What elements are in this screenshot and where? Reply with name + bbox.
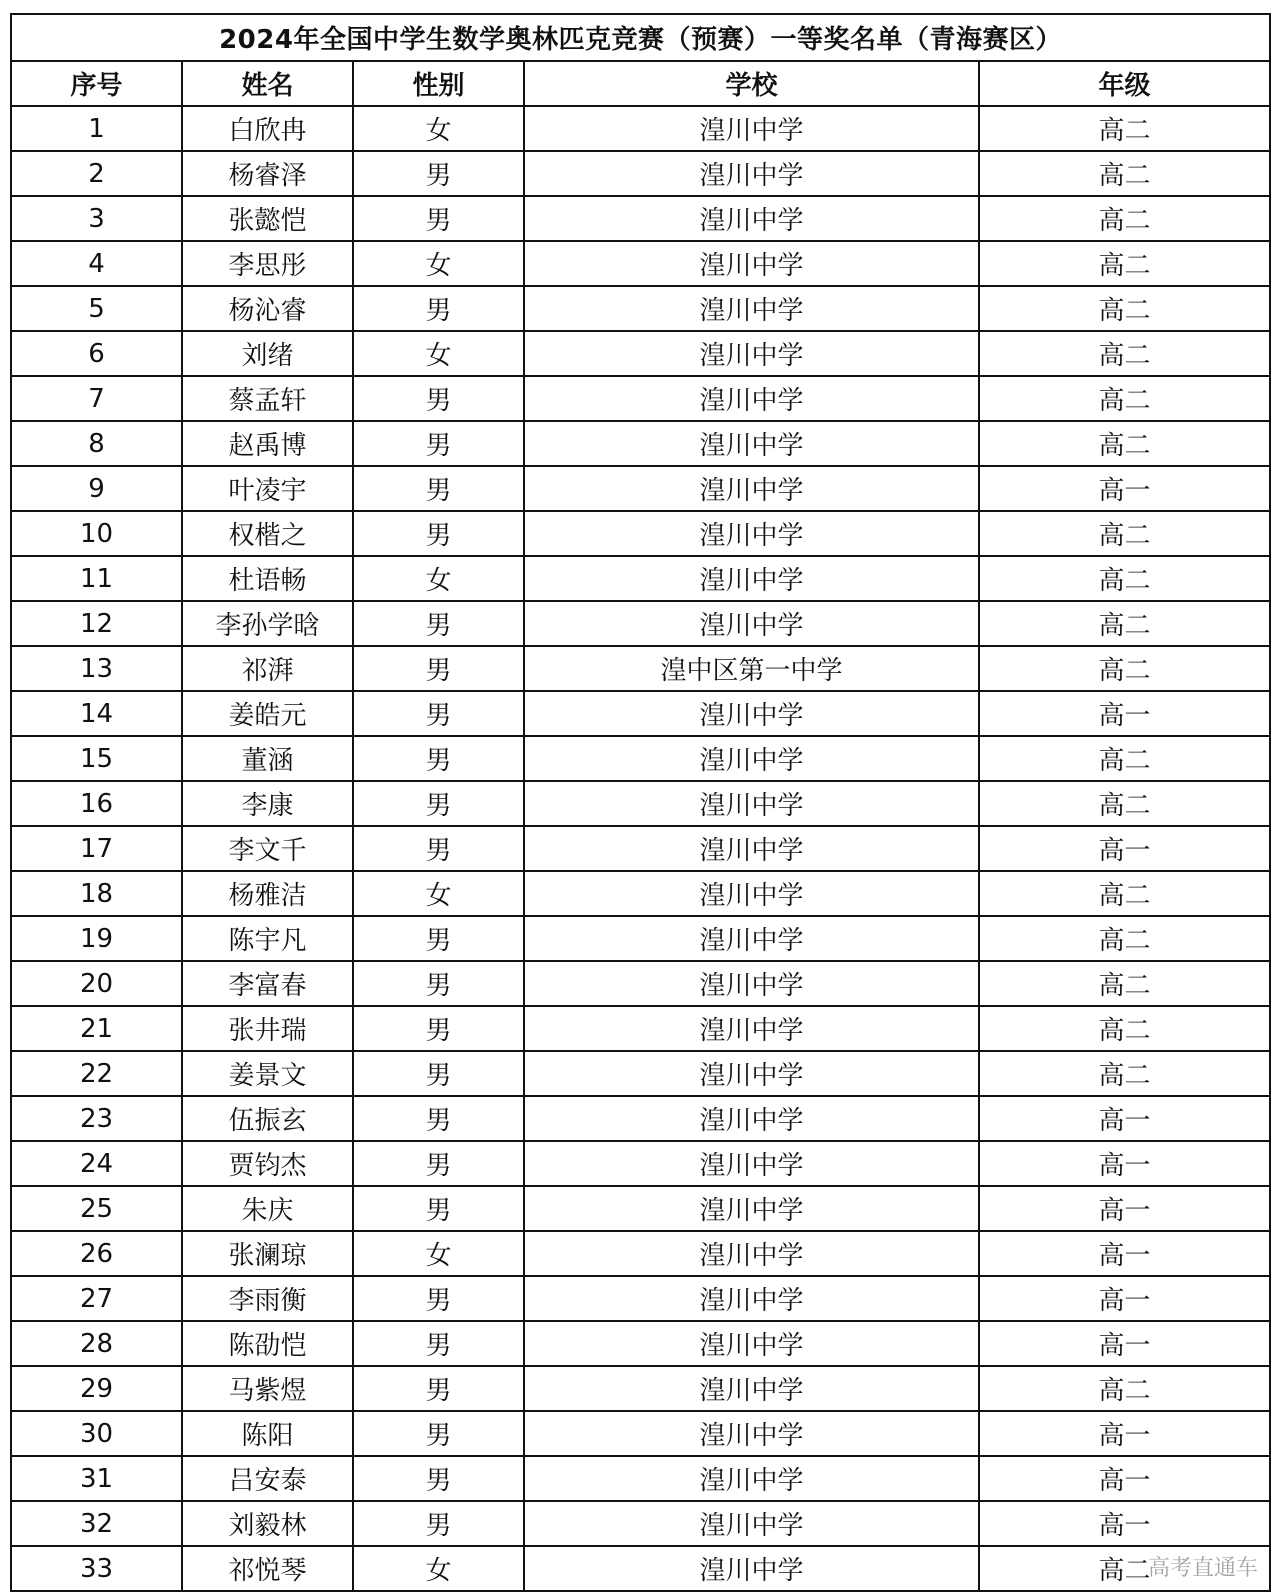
cell-school: 湟川中学 [524,1411,979,1456]
cell-name: 陈劭恺 [182,1321,353,1366]
cell-school: 湟川中学 [524,1501,979,1546]
table-row [11,1141,1270,1186]
cell-grade: 高二 [979,421,1270,466]
cell-gender: 女 [353,331,524,376]
table-row [11,1456,1270,1501]
cell-name: 马紫煜 [182,1366,353,1411]
cell-grade: 高一 [979,1141,1270,1186]
cell-school: 湟川中学 [524,1141,979,1186]
cell-gender: 男 [353,466,524,511]
cell-grade: 高二 [979,511,1270,556]
cell-grade: 高二 [979,646,1270,691]
cell-name: 李雨衡 [182,1276,353,1321]
cell-school: 湟川中学 [524,196,979,241]
table-row [11,196,1270,241]
cell-gender: 男 [353,286,524,331]
table-row [11,871,1270,916]
cell-no: 14 [11,691,182,736]
cell-gender: 男 [353,1411,524,1456]
cell-school: 湟川中学 [524,241,979,286]
cell-gender: 女 [353,241,524,286]
cell-gender: 男 [353,1366,524,1411]
cell-gender: 男 [353,1456,524,1501]
cell-no: 15 [11,736,182,781]
cell-gender: 男 [353,736,524,781]
cell-name: 朱庆 [182,1186,353,1231]
cell-name: 蔡孟轩 [182,376,353,421]
table-row [11,1231,1270,1276]
cell-no: 4 [11,241,182,286]
cell-grade: 高二 [979,781,1270,826]
cell-gender: 男 [353,421,524,466]
cell-name: 李康 [182,781,353,826]
table-row [11,106,1270,151]
cell-grade: 高一 [979,1186,1270,1231]
cell-gender: 男 [353,1501,524,1546]
cell-no: 27 [11,1276,182,1321]
cell-gender: 男 [353,1321,524,1366]
cell-no: 23 [11,1096,182,1141]
table-row [11,601,1270,646]
cell-school: 湟川中学 [524,916,979,961]
cell-grade: 高一 [979,1231,1270,1276]
cell-name: 姜皓元 [182,691,353,736]
cell-school: 湟川中学 [524,556,979,601]
table-row [11,916,1270,961]
cell-school: 湟川中学 [524,961,979,1006]
table-row [11,1546,1270,1591]
cell-name: 赵禹博 [182,421,353,466]
cell-gender: 女 [353,556,524,601]
cell-school: 湟川中学 [524,691,979,736]
cell-no: 17 [11,826,182,871]
table-row [11,1366,1270,1411]
table-row [11,331,1270,376]
cell-school: 湟川中学 [524,511,979,556]
award-list-sheet [10,13,1269,1592]
cell-no: 29 [11,1366,182,1411]
cell-gender: 女 [353,1231,524,1276]
cell-school: 湟川中学 [524,1276,979,1321]
cell-grade: 高一 [979,1411,1270,1456]
cell-gender: 男 [353,691,524,736]
cell-name: 吕安泰 [182,1456,353,1501]
header-name: 姓名 [182,61,353,106]
cell-name: 刘毅林 [182,1501,353,1546]
cell-no: 18 [11,871,182,916]
cell-name: 董涵 [182,736,353,781]
cell-grade: 高二 [979,1051,1270,1096]
cell-school: 湟川中学 [524,331,979,376]
table-row [11,646,1270,691]
cell-grade: 高二 [979,736,1270,781]
table-row [11,1321,1270,1366]
cell-no: 6 [11,331,182,376]
cell-no: 25 [11,1186,182,1231]
cell-no: 11 [11,556,182,601]
cell-grade: 高二 [979,961,1270,1006]
table-title: 2024年全国中学生数学奥林匹克竞赛（预赛）一等奖名单（青海赛区） [11,14,1270,61]
table-row [11,1186,1270,1231]
cell-school: 湟川中学 [524,466,979,511]
table-row [11,1276,1270,1321]
cell-no: 16 [11,781,182,826]
cell-no: 20 [11,961,182,1006]
cell-grade: 高二 [979,196,1270,241]
cell-grade: 高二 [979,106,1270,151]
cell-grade: 高二 [979,556,1270,601]
table-row [11,826,1270,871]
cell-school: 湟川中学 [524,736,979,781]
cell-no: 33 [11,1546,182,1591]
cell-name: 祁悦琴 [182,1546,353,1591]
cell-school: 湟川中学 [524,151,979,196]
cell-school: 湟川中学 [524,1366,979,1411]
cell-no: 9 [11,466,182,511]
cell-school: 湟川中学 [524,871,979,916]
cell-name: 刘绪 [182,331,353,376]
cell-name: 李孙学晗 [182,601,353,646]
cell-no: 7 [11,376,182,421]
cell-grade: 高二 [979,1006,1270,1051]
cell-gender: 男 [353,1051,524,1096]
cell-no: 12 [11,601,182,646]
cell-gender: 男 [353,601,524,646]
cell-grade: 高二 [979,871,1270,916]
cell-school: 湟川中学 [524,1051,979,1096]
table-row [11,286,1270,331]
cell-name: 李思彤 [182,241,353,286]
cell-gender: 男 [353,1141,524,1186]
cell-grade: 高二 [979,151,1270,196]
table-row [11,376,1270,421]
cell-school: 湟川中学 [524,1096,979,1141]
cell-name: 杨沁睿 [182,286,353,331]
cell-name: 伍振玄 [182,1096,353,1141]
cell-no: 21 [11,1006,182,1051]
cell-gender: 男 [353,646,524,691]
cell-gender: 男 [353,511,524,556]
cell-grade: 高一 [979,826,1270,871]
cell-name: 杨睿泽 [182,151,353,196]
header-row [11,61,1270,106]
cell-name: 祁湃 [182,646,353,691]
cell-name: 陈阳 [182,1411,353,1456]
cell-school: 湟川中学 [524,1546,979,1591]
cell-no: 1 [11,106,182,151]
cell-school: 湟中区第一中学 [524,646,979,691]
cell-no: 24 [11,1141,182,1186]
cell-grade: 高二 [979,286,1270,331]
table-row [11,691,1270,736]
cell-grade: 高一 [979,1501,1270,1546]
cell-grade: 高一 [979,1096,1270,1141]
cell-gender: 男 [353,196,524,241]
cell-no: 28 [11,1321,182,1366]
table-row [11,1051,1270,1096]
cell-no: 5 [11,286,182,331]
table-row [11,466,1270,511]
table-row [11,1006,1270,1051]
table-row [11,961,1270,1006]
header-no: 序号 [11,61,182,106]
cell-school: 湟川中学 [524,1006,979,1051]
cell-gender: 男 [353,1186,524,1231]
cell-name: 姜景文 [182,1051,353,1096]
cell-no: 3 [11,196,182,241]
cell-grade: 高一 [979,466,1270,511]
table-row [11,556,1270,601]
cell-name: 李富春 [182,961,353,1006]
table-row [11,781,1270,826]
cell-gender: 男 [353,1276,524,1321]
cell-school: 湟川中学 [524,376,979,421]
header-gender: 性别 [353,61,524,106]
cell-school: 湟川中学 [524,1186,979,1231]
cell-gender: 女 [353,106,524,151]
cell-name: 张澜琼 [182,1231,353,1276]
cell-no: 30 [11,1411,182,1456]
cell-gender: 男 [353,376,524,421]
award-table [10,13,1271,1592]
cell-grade: 高二 [979,601,1270,646]
cell-name: 李文千 [182,826,353,871]
cell-grade: 高二 [979,331,1270,376]
cell-name: 叶凌宇 [182,466,353,511]
cell-no: 26 [11,1231,182,1276]
cell-grade: 高一 [979,1276,1270,1321]
cell-name: 贾钧杰 [182,1141,353,1186]
table-row [11,511,1270,556]
table-row [11,736,1270,781]
table-row [11,151,1270,196]
cell-no: 13 [11,646,182,691]
cell-no: 22 [11,1051,182,1096]
table-row [11,1411,1270,1456]
cell-name: 张懿恺 [182,196,353,241]
cell-gender: 男 [353,826,524,871]
cell-grade: 高二 [979,916,1270,961]
cell-gender: 男 [353,1006,524,1051]
cell-grade: 高二 [979,376,1270,421]
cell-school: 湟川中学 [524,421,979,466]
cell-gender: 男 [353,1096,524,1141]
cell-school: 湟川中学 [524,1456,979,1501]
cell-school: 湟川中学 [524,781,979,826]
header-school: 学校 [524,61,979,106]
cell-name: 权楷之 [182,511,353,556]
cell-gender: 女 [353,871,524,916]
cell-grade: 高一 [979,1321,1270,1366]
cell-no: 19 [11,916,182,961]
table-body [11,106,1270,1591]
cell-grade: 高一 [979,1456,1270,1501]
cell-gender: 男 [353,151,524,196]
cell-gender: 女 [353,1546,524,1591]
cell-school: 湟川中学 [524,1231,979,1276]
cell-name: 陈宇凡 [182,916,353,961]
table-row [11,1096,1270,1141]
watermark: 高考直通车 [1147,1556,1258,1581]
cell-school: 湟川中学 [524,1321,979,1366]
cell-name: 杜语畅 [182,556,353,601]
cell-school: 湟川中学 [524,601,979,646]
table-row [11,1501,1270,1546]
cell-grade: 高二 [979,241,1270,286]
cell-no: 8 [11,421,182,466]
cell-no: 32 [11,1501,182,1546]
cell-no: 10 [11,511,182,556]
cell-gender: 男 [353,916,524,961]
cell-school: 湟川中学 [524,286,979,331]
cell-name: 杨雅洁 [182,871,353,916]
cell-no: 2 [11,151,182,196]
cell-school: 湟川中学 [524,826,979,871]
cell-gender: 男 [353,961,524,1006]
cell-name: 张井瑞 [182,1006,353,1051]
cell-gender: 男 [353,781,524,826]
cell-name: 白欣冉 [182,106,353,151]
cell-school: 湟川中学 [524,106,979,151]
cell-grade: 高一 [979,691,1270,736]
cell-no: 31 [11,1456,182,1501]
cell-grade: 高二 [979,1546,1270,1591]
cell-grade: 高二 [979,1366,1270,1411]
table-row [11,241,1270,286]
header-grade: 年级 [979,61,1270,106]
table-row [11,421,1270,466]
